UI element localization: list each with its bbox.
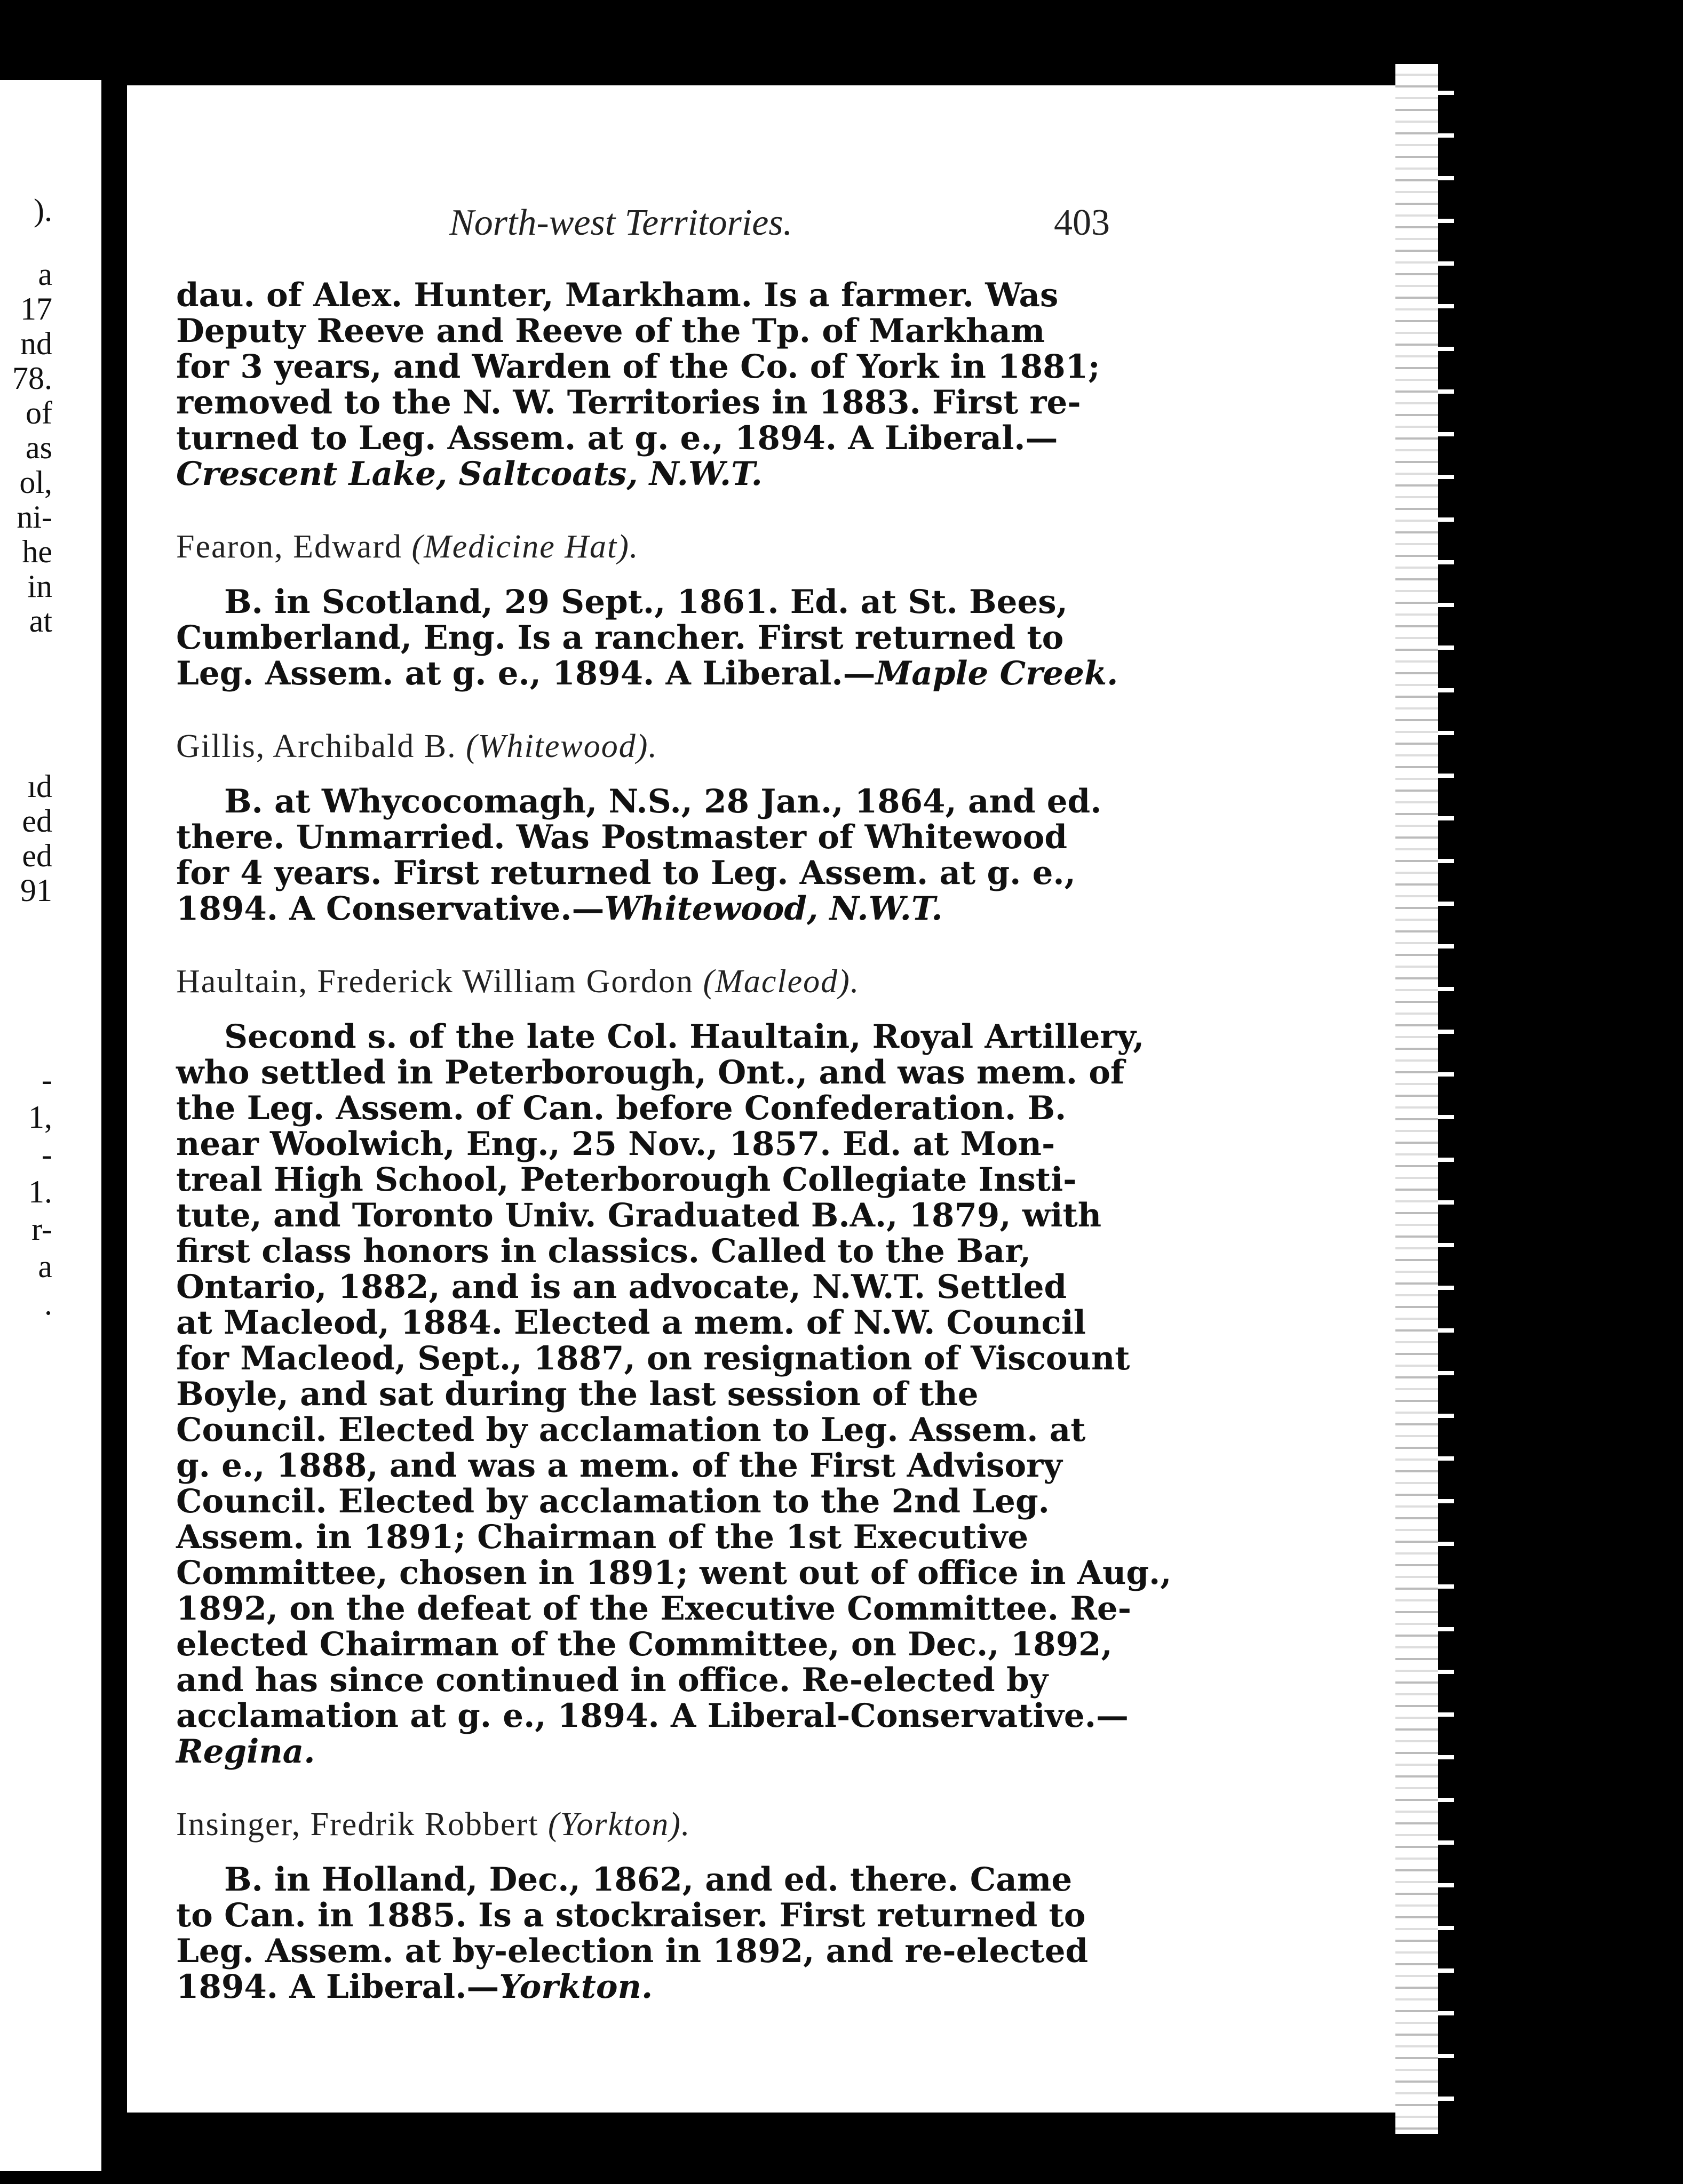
facing-page-strip — [0, 80, 101, 2171]
entry-text — [176, 584, 1137, 620]
facing-page-fragment: 78. — [12, 361, 52, 396]
facing-page-fragment: of — [26, 395, 52, 431]
facing-page-fragment: he — [22, 534, 52, 569]
facing-page-fragment: 91 — [20, 873, 52, 908]
page-number: 403 — [1054, 202, 1110, 243]
entry-text — [176, 1018, 1145, 1056]
facing-page-fragment: ed — [22, 838, 52, 873]
facing-page-fragment: as — [26, 430, 52, 465]
facing-page-fragment: nd — [20, 326, 52, 361]
text-line: tute, and Toronto Univ. Graduated B.A., 1879, with — [176, 1197, 1102, 1234]
constituency: (Yorkton). — [547, 1806, 691, 1843]
text-line: Second s. of the late Col. Haultain, Royal Artillery, — [224, 1018, 1145, 1056]
text-line: dau. of Alex. Hunter, Markham. Is a farmer. Was — [176, 276, 1059, 314]
text-line: treal High School, Peterborough Collegiate Insti- — [176, 1161, 1077, 1199]
text-line: elected Chairman of the Committee, on Dec., 1892, — [176, 1625, 1113, 1663]
entry-heading — [176, 529, 1137, 565]
member-name: Gillis, Archibald B. — [176, 728, 457, 764]
text-line: acclamation at g. e., 1894. A Liberal-Conservative.— — [176, 1697, 1129, 1735]
text-line: Deputy Reeve and Reeve of the Tp. of Markham — [176, 312, 1045, 350]
text-line: B. at Whycocomagh, N.S., 28 Jan., 1864, and ed. — [224, 783, 1102, 820]
text-line: removed to the N. W. Territories in 1883. First re- — [176, 384, 1081, 421]
member-name: Haultain, Frederick William Gordon — [176, 963, 694, 1000]
text-line: to Can. in 1885. Is a stockraiser. First returned to — [176, 1896, 1086, 1934]
running-head: North-west Territories. — [449, 202, 793, 243]
facing-page-fragment: a — [38, 1249, 52, 1284]
facing-page-fragment: a — [38, 257, 52, 292]
text-line: for 4 years. First returned to Leg. Assem. at g. e., — [176, 854, 1076, 892]
facing-page-fragment: ol, — [19, 465, 52, 500]
text-line: for 3 years, and Warden of the Co. of York in 1881; — [176, 348, 1100, 386]
entry-heading — [176, 964, 1137, 1000]
text-line: turned to Leg. Assem. at g. e., 1894. A Liberal.— — [176, 419, 1058, 457]
text-line: B. in Scotland, 29 Sept., 1861. Ed. at St. Bees, — [224, 583, 1068, 621]
text-line: 1892, on the defeat of the Executive Committee. Re- — [176, 1590, 1132, 1628]
entry-location: Yorkton. — [499, 1968, 653, 2006]
constituency: (Whitewood). — [466, 728, 658, 764]
entry-text — [176, 784, 1137, 819]
member-name: Fearon, Edward — [176, 529, 402, 565]
text-line: Assem. in 1891; Chairman of the 1st Executive — [176, 1518, 1029, 1556]
entry-text — [176, 620, 1137, 691]
facing-page-fragment: . — [44, 1286, 52, 1321]
entry-text — [176, 1898, 1137, 2005]
text-line: Leg. Assem. at g. e., 1894. A Liberal.— — [176, 655, 876, 692]
entry-heading — [176, 729, 1137, 764]
constituency: (Macleod). — [703, 963, 860, 1000]
page-body — [176, 276, 1172, 2006]
constituency: (Medicine Hat). — [411, 529, 639, 565]
text-line: first class honors in classics. Called to the Bar, — [176, 1232, 1031, 1270]
facing-page-fragment: 17 — [20, 291, 52, 326]
text-line: Ontario, 1882, and is an advocate, N.W.T. Settled — [176, 1268, 1067, 1306]
facing-page-fragment: - — [42, 1062, 52, 1097]
text-line: near Woolwich, Eng., 25 Nov., 1857. Ed. at Mon- — [176, 1125, 1055, 1163]
facing-page-fragment: 1, — [28, 1099, 52, 1135]
text-line: B. in Holland, Dec., 1862, and ed. there. Came — [224, 1861, 1073, 1899]
text-line: for Macleod, Sept., 1887, on resignation of Viscount — [176, 1340, 1130, 1377]
entry-location: Regina. — [176, 1733, 315, 1771]
text-line: who settled in Peterborough, Ont., and was mem. of — [176, 1054, 1125, 1091]
facing-page-fragment: - — [42, 1137, 52, 1172]
text-line: Committee, chosen in 1891; went out of office in Aug., — [176, 1554, 1172, 1592]
facing-page-fragment: 1. — [28, 1174, 52, 1209]
text-line: 1894. A Conservative.— — [176, 890, 605, 928]
facing-page-fragment: ni- — [17, 499, 52, 535]
text-line: Cumberland, Eng. Is a rancher. First returned to — [176, 619, 1064, 657]
facing-page-fragment: ). — [34, 193, 52, 228]
entry-continued — [176, 277, 1137, 492]
text-line: 1894. A Liberal.— — [176, 1968, 499, 2006]
text-line: the Leg. Assem. of Can. before Confederation. B. — [176, 1089, 1067, 1127]
facing-page-fragment: ıd — [27, 769, 52, 804]
facing-page-fragment: at — [29, 603, 52, 639]
entry-location: Whitewood, N.W.T. — [604, 890, 943, 928]
entry-text — [176, 819, 1137, 927]
text-line: Boyle, and sat during the last session of the — [176, 1375, 979, 1413]
text-line: g. e., 1888, and was a mem. of the First Advisory — [176, 1447, 1062, 1485]
entry-heading — [176, 1807, 1137, 1843]
member-name: Insinger, Fredrik Robbert — [176, 1806, 539, 1843]
text-line: at Macleod, 1884. Elected a mem. of N.W. Council — [176, 1304, 1086, 1342]
page-edge — [1395, 64, 1438, 2134]
scan-margin — [1438, 75, 1454, 2129]
entry-text — [176, 1054, 1172, 1771]
facing-page-fragment: ed — [22, 803, 52, 839]
entry-text — [176, 1862, 1137, 1898]
text-line: Council. Elected by acclamation to Leg. Assem. at — [176, 1411, 1086, 1449]
text-line: there. Unmarried. Was Postmaster of Whitewood — [176, 818, 1067, 856]
entry-location: Maple Creek. — [875, 655, 1118, 692]
facing-page-fragment: r- — [31, 1211, 52, 1247]
entry-location: Crescent Lake, Saltcoats, N.W.T. — [176, 455, 763, 493]
text-line: Leg. Assem. at by-election in 1892, and re-elected — [176, 1932, 1089, 1970]
text-line: and has since continued in office. Re-elected by — [176, 1661, 1049, 1699]
facing-page-fragment: in — [27, 569, 52, 604]
text-line: Council. Elected by acclamation to the 2nd Leg. — [176, 1482, 1050, 1520]
